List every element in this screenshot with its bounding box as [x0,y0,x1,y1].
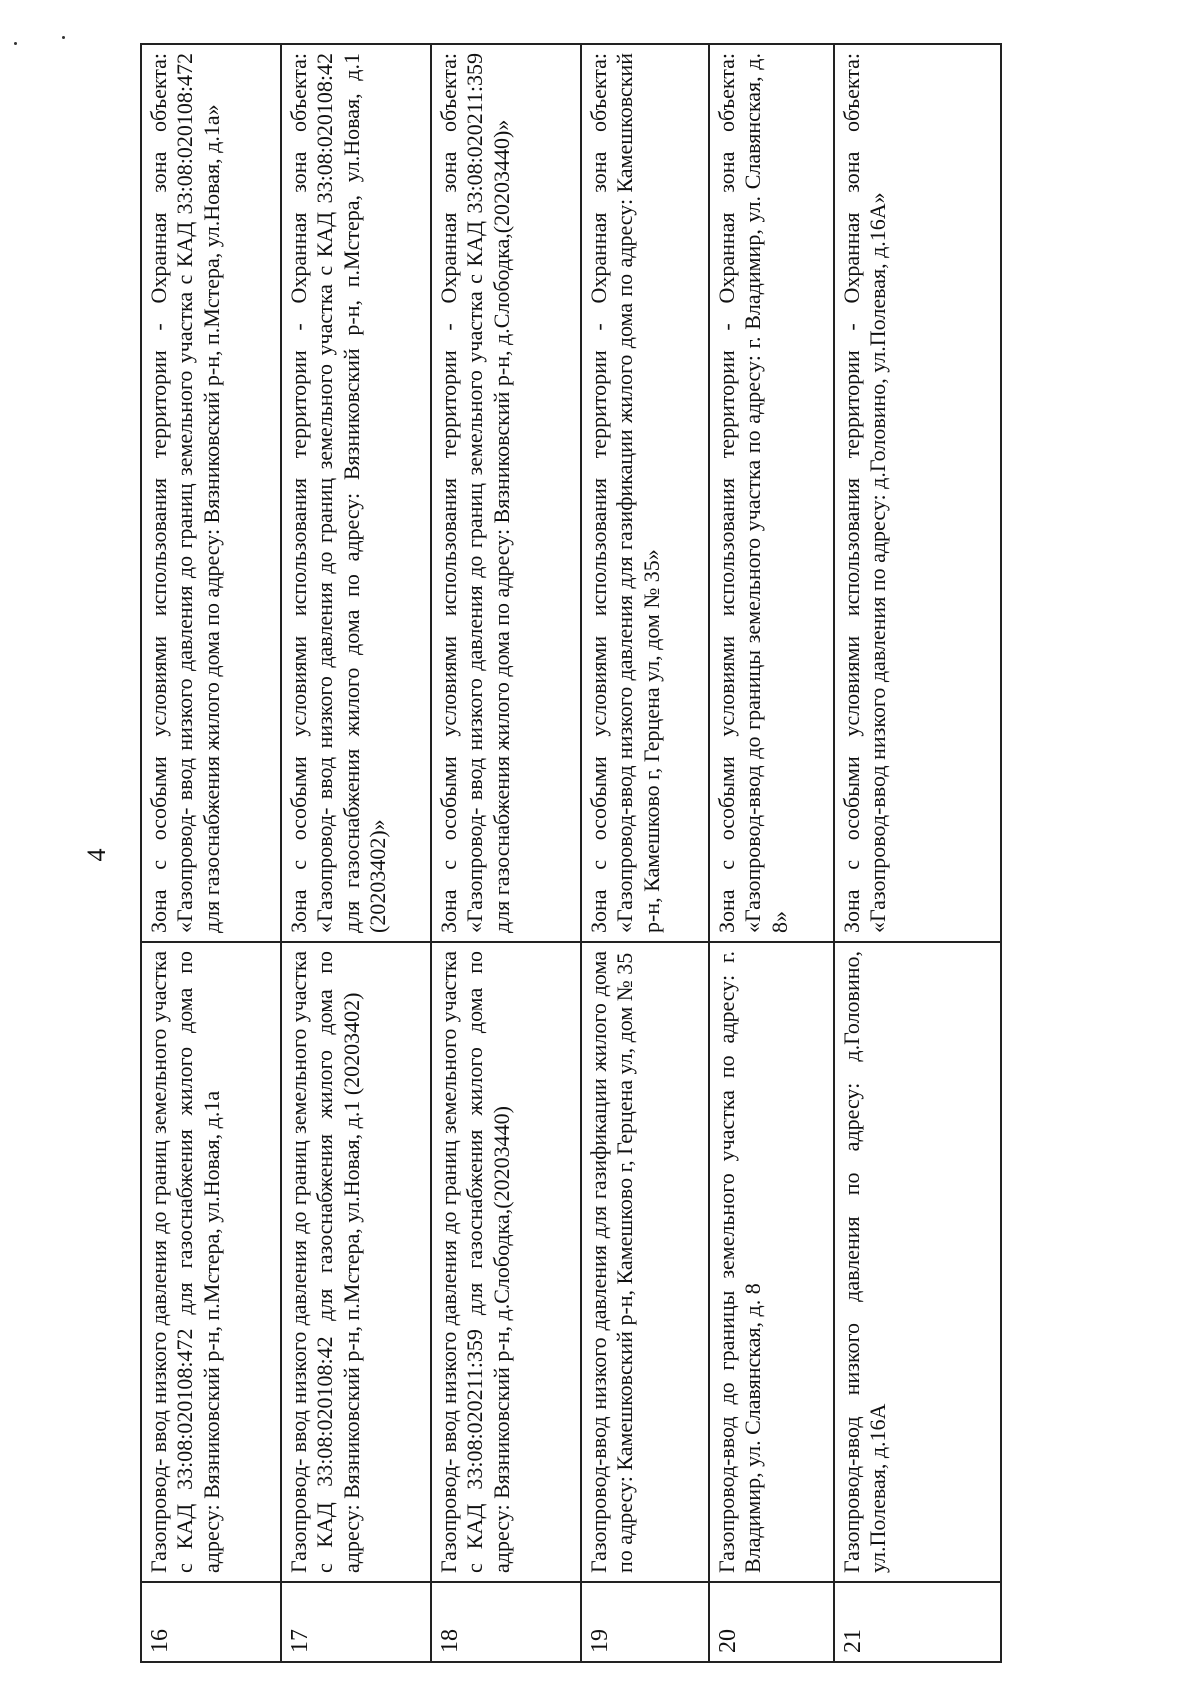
protection-zone-description: Зона с особыми условиями использования территории - Охранная зона объекта: «Газопровод-ввод до границы земельного участка по адресу: г. Владимир, ул. Славянская, д. 8» [709,44,834,942]
table-row [281,44,431,1662]
table-row [834,44,1001,1662]
scan-speck [62,36,65,39]
row-number: 19 [581,1582,709,1662]
row-number: 20 [709,1582,834,1662]
row-number: 16 [141,1582,281,1662]
object-description: Газопровод- ввод низкого давления до границ земельного участка с КАД 33:08:020108:472 для газоснабжения жилого дома по адресу: Вязниковский р-н, п.Мстера, ул.Новая, д.1а [141,942,281,1582]
rotated-table-area [140,45,1000,1663]
object-description: Газопровод-ввод низкого давления для газификации жилого дома по адресу: Камешковский р-н, Камешково г, Герцена ул, дом № 35 [581,942,709,1582]
row-number: 21 [834,1582,1001,1662]
object-description: Газопровод- ввод низкого давления до границ земельного участка с КАД 33:08:020211:359 для газоснабжения жилого дома по адресу: Вязниковский р-н, д.Слободка,(20203440) [431,942,581,1582]
page-number: 4 [82,848,111,862]
table-row [709,44,834,1662]
protection-zone-description: Зона с особыми условиями использования территории - Охранная зона объекта: «Газопровод- ввод низкого давления до границ земельного участка с КАД 33:08:020108:42 для газоснабжения жилого дома по адресу: Вязниковский р-н, п.Мстера, ул.Новая, д.1 (20203402)» [281,44,431,942]
table-row [431,44,581,1662]
registry-table [140,43,1002,1663]
row-number: 18 [431,1582,581,1662]
protection-zone-description: Зона с особыми условиями использования территории - Охранная зона объекта: «Газопровод- ввод низкого давления до границ земельного участка с КАД 33:08:020108:472 для газоснабжения жилого дома по адресу: Вязниковский р-н, п.Мстера, ул.Новая, д.1а» [141,44,281,942]
protection-zone-description: Зона с особыми условиями использования территории - Охранная зона объекта: «Газопровод-ввод низкого давления по адресу: д.Головино, ул.Полевая, д.16А» [834,44,1001,942]
table-body [141,44,1001,1662]
object-description: Газопровод- ввод низкого давления до границ земельного участка с КАД 33:08:020108:42 для газоснабжения жилого дома по адресу: Вязниковский р-н, п.Мстера, ул.Новая, д.1 (20203402) [281,942,431,1582]
object-description: Газопровод-ввод до границы земельного участка по адресу: г. Владимир, ул. Славянская, д. 8 [709,942,834,1582]
row-number: 17 [281,1582,431,1662]
protection-zone-description: Зона с особыми условиями использования территории - Охранная зона объекта: «Газопровод-ввод низкого давления для газификации жилого дома по адресу: Камешковский р-н, Камешково г, Герцена ул, дом № 35» [581,44,709,942]
table-row [581,44,709,1662]
scan-speck [14,42,17,45]
table-row [141,44,281,1662]
protection-zone-description: Зона с особыми условиями использования территории - Охранная зона объекта: «Газопровод- ввод низкого давления до границ земельного участка с КАД 33:08:020211:359 для газоснабжения жилого дома по адресу: Вязниковский р-н, д.Слободка,(20203440)» [431,44,581,942]
object-description: Газопровод-ввод низкого давления по адресу: д.Головино, ул.Полевая, д.16А [834,942,1001,1582]
